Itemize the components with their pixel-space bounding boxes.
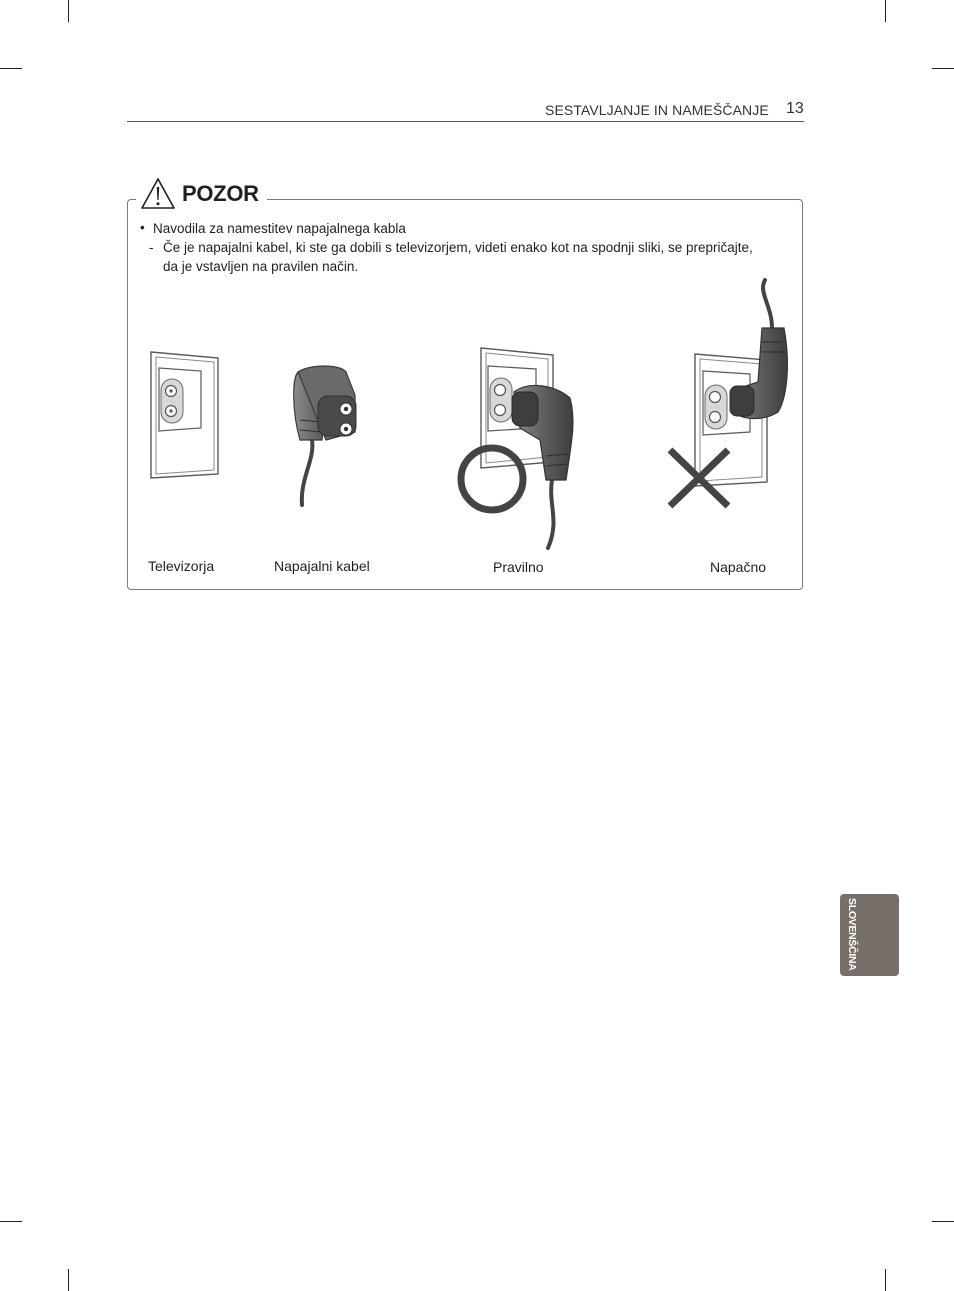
dash-mark: - bbox=[149, 240, 154, 255]
caption-incorrect: Napačno bbox=[710, 559, 767, 575]
caution-detail-line-2: da je vstavljen na pravilen način. bbox=[163, 259, 359, 274]
power-cable bbox=[294, 366, 356, 505]
bullet-icon: • bbox=[140, 220, 145, 235]
crop-mark bbox=[68, 0, 69, 22]
page-number: 13 bbox=[786, 100, 804, 117]
crop-mark bbox=[0, 1221, 22, 1222]
caution-title: POZOR bbox=[182, 181, 259, 206]
caution-detail-line-1: Če je napajalni kabel, ki ste ga dobili s televizorjem, videti enako kot na spodnji sliki, se prepričajte, bbox=[163, 240, 753, 255]
caption-cable: Napajalni kabel bbox=[274, 558, 370, 574]
section-title: SESTAVLJANJE IN NAMEŠČANJE bbox=[545, 102, 769, 118]
crop-mark bbox=[932, 1221, 954, 1222]
plug-illustration bbox=[128, 270, 802, 560]
caution-heading bbox=[136, 174, 267, 214]
crop-mark bbox=[885, 0, 886, 22]
crop-mark bbox=[932, 68, 954, 69]
caption-correct: Pravilno bbox=[493, 559, 544, 575]
crop-mark bbox=[0, 68, 22, 69]
crop-mark bbox=[885, 1269, 886, 1291]
incorrect-installation bbox=[695, 280, 787, 486]
tv-socket-panel bbox=[151, 352, 218, 478]
caption-tv: Televizorja bbox=[148, 558, 215, 574]
crop-mark bbox=[68, 1269, 69, 1291]
language-label: SLOVENŠČINA bbox=[846, 898, 858, 971]
caution-bullet-text: Navodila za namestitev napajalnega kabla bbox=[153, 221, 406, 236]
warning-triangle-icon bbox=[140, 177, 176, 211]
header-divider bbox=[127, 121, 804, 122]
